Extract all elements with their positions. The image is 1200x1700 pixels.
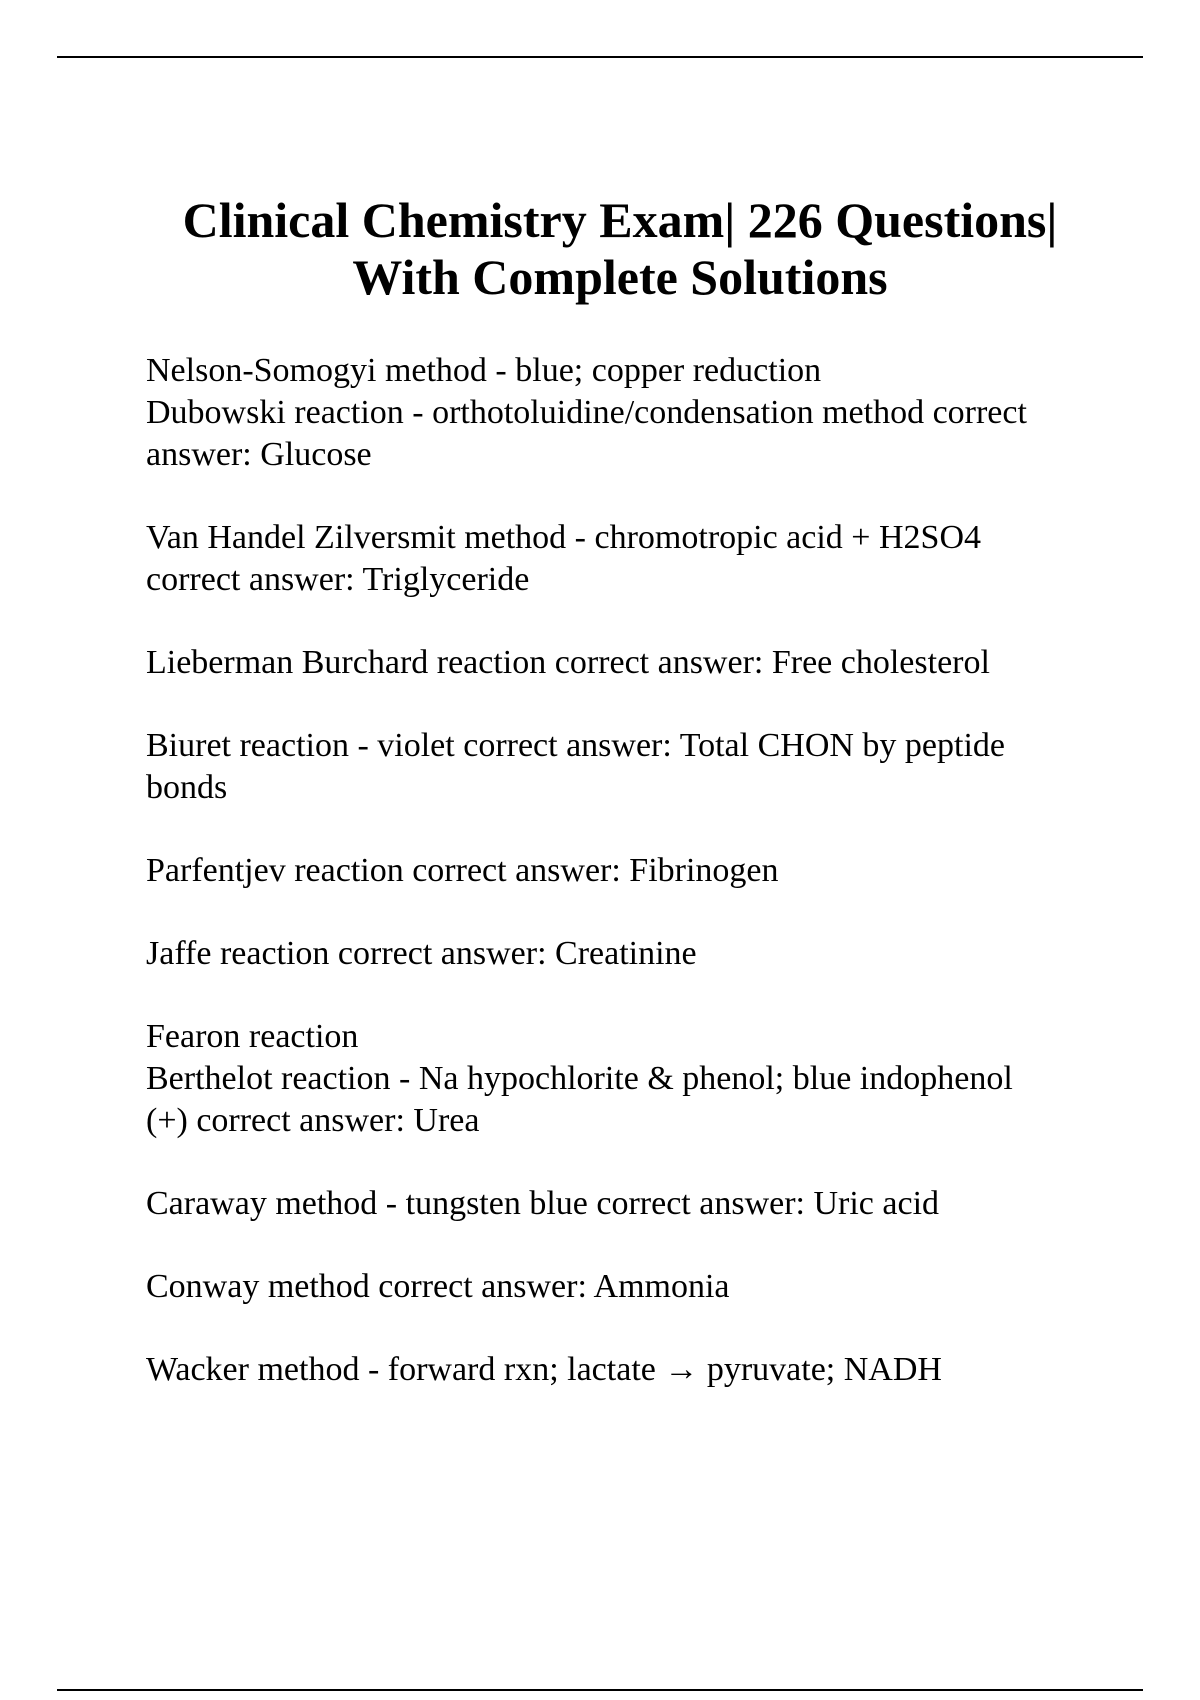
entry-text: Berthelot reaction - Na hypochlorite & phenol; blue indophenol (146, 1060, 1013, 1097)
qa-entry-fibrinogen (146, 850, 1156, 892)
entry-text: answer: Glucose (146, 436, 372, 473)
title-line-1: Clinical Chemistry Exam| 226 Questions| (182, 192, 1058, 248)
entry-text: Conway method correct answer: Ammonia (146, 1268, 730, 1305)
qa-entry-wacker (146, 1349, 1156, 1391)
qa-entry-glucose (146, 350, 1156, 476)
entry-text: Nelson-Somogyi method - blue; copper reduction (146, 352, 822, 389)
entry-text: Fearon reaction (146, 1018, 359, 1055)
qa-entry-creatinine (146, 933, 1156, 975)
bottom-divider (57, 1689, 1143, 1691)
entry-text: Van Handel Zilversmit method - chromotropic acid + H2SO4 (146, 519, 981, 556)
qa-entry-urea (146, 1016, 1156, 1142)
qa-entry-total-chon (146, 725, 1156, 809)
entry-text: Biuret reaction - violet correct answer: Total CHON by peptide (146, 727, 1005, 764)
qa-entry-triglyceride (146, 517, 1156, 601)
entry-text: Parfentjev reaction correct answer: Fibrinogen (146, 852, 779, 889)
qa-entry-uric-acid (146, 1183, 1156, 1225)
document-title (100, 192, 1140, 306)
top-divider (57, 56, 1143, 58)
qa-entry-free-cholesterol (146, 642, 1156, 684)
title-line-2: With Complete Solutions (352, 249, 888, 305)
entry-text: Wacker method - forward rxn; lactate → pyruvate; NADH (146, 1351, 942, 1388)
entry-text: bonds (146, 769, 228, 806)
entry-text: Caraway method - tungsten blue correct answer: Uric acid (146, 1185, 940, 1222)
entry-text: (+) correct answer: Urea (146, 1102, 480, 1139)
qa-list (146, 350, 1156, 1432)
entry-text: Dubowski reaction - orthotoluidine/condensation method correct (146, 394, 1027, 431)
qa-entry-ammonia (146, 1266, 1156, 1308)
entry-text: Jaffe reaction correct answer: Creatinine (146, 935, 697, 972)
entry-text: Lieberman Burchard reaction correct answer: Free cholesterol (146, 644, 990, 681)
entry-text: correct answer: Triglyceride (146, 561, 530, 598)
